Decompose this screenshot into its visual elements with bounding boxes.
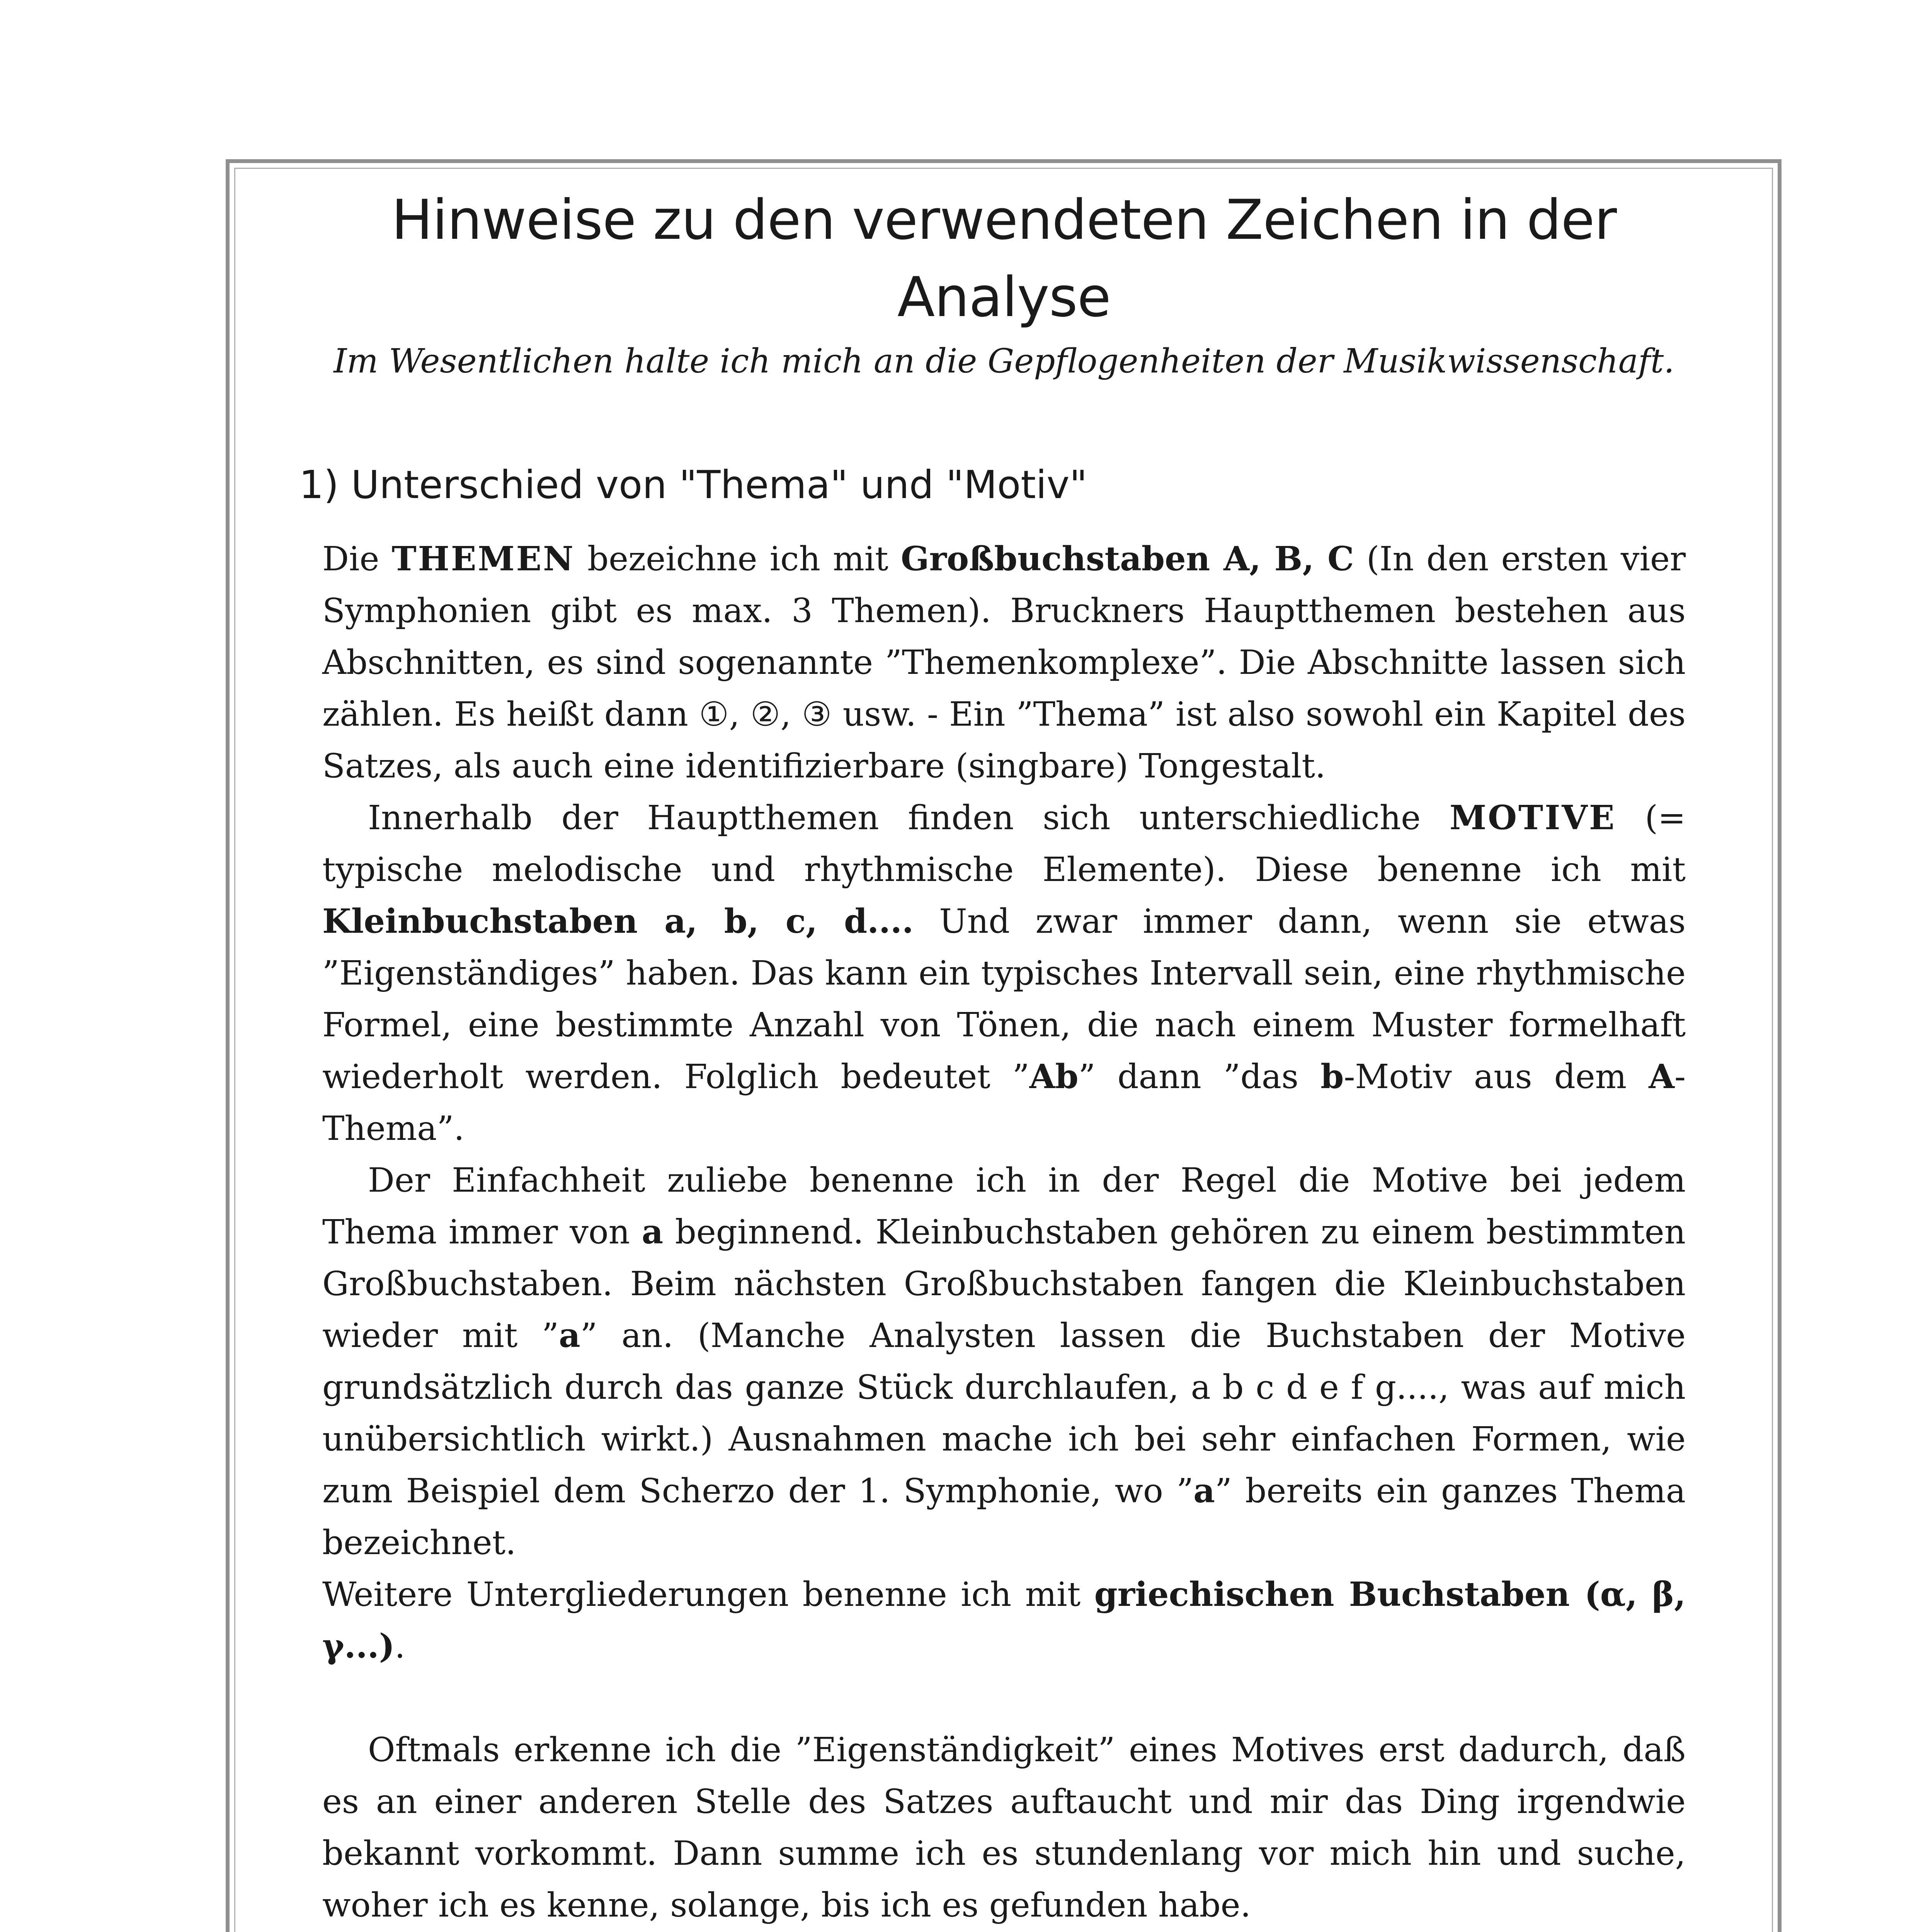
term-themen: THEMEN <box>391 539 575 578</box>
term-motive: MOTIVE <box>1449 798 1616 837</box>
section-1-heading: 1) Unterschied von "Thema" und "Motiv" <box>299 462 1087 507</box>
term-grossbuchstaben: Großbuchstaben A, B, C <box>901 539 1354 578</box>
page-title: Hinweise zu den verwendeten Zeichen in der Analyse <box>391 188 1617 329</box>
term-kleinbuchstaben: Kleinbuchstaben a, b, c, d.... <box>322 902 914 941</box>
term-griechische-buchstaben: griechischen Buchstaben (α, β, γ...) <box>322 1575 1686 1666</box>
page-subtitle: Im Wesentlichen halte ich mich an die Gepflogenheiten der Musikwissenschaft. <box>334 342 1674 381</box>
section-1-paragraph-5: Oftmals erkenne ich die ”Eigenständigkeit” eines Motives erst dadurch, daß es an einer anderen Stelle des Satzes auftaucht und mir das Ding irgendwie bekannt vorkommt. Dann summe ich es stundenlang vor mich hin und suche, woher ich es kenne, solange, bis ich es gefunden habe. <box>322 1731 1686 1925</box>
section-1-paragraph-1: Die THEMEN bezeichne ich mit Großbuchstaben A, B, C (In den ersten vier Symphonien gibt es max. 3 Themen). Bruckners Hauptthemen bestehen aus Abschnitten, es sind sogenannte ”Themenkomplexe”. Die Abschnitte lassen sich zählen. Es heißt dann ①, ②, ③ usw. - Ein ”Thema” ist also sowohl ein Kapitel des Satzes, als auch eine identifizierbare (singbare) Tongestalt. <box>322 539 1686 786</box>
section-1-paragraph-2: Innerhalb der Hauptthemen finden sich unterschiedliche MOTIVE (= typische melodische und rhythmische Elemente). Diese benenne ich mit Kleinbuchstaben a, b, c, d.... Und zwar immer dann, wenn sie etwas ”Eigenständiges” haben. Das kann ein typisches Intervall sein, eine rhythmische Formel, eine bestimmte Anzahl von Tönen, die nach einem Muster formelhaft wiederholt werden. Folglich bedeutet ”Ab” dann ”das b-Motiv aus dem A-Thema”. <box>322 798 1686 1148</box>
page-content <box>299 182 1686 1932</box>
section-1-paragraph-3: Der Einfachheit zuliebe benenne ich in der Regel die Motive bei jedem Thema immer von a beginnend. Kleinbuchstaben gehören zu einem bestimmten Großbuchstaben. Beim nächsten Großbuchstaben fangen die Kleinbuchstaben wieder mit ”a” an. (Manche Analysten lassen die Buchstaben der Motive grundsätzlich durch das ganze Stück durchlaufen, a b c d e f g...., was auf mich unübersichtlich wirkt.) Ausnahmen mache ich bei sehr einfachen Formen, wie zum Beispiel dem Scherzo der 1. Symphonie, wo ”a” bereits ein ganzes Thema bezeichnet. <box>322 1161 1686 1562</box>
section-1-paragraph-4: Weitere Untergliederungen benenne ich mit griechischen Buchstaben (α, β, γ...). <box>322 1575 1686 1666</box>
paragraph-spacer <box>322 1672 1686 1724</box>
